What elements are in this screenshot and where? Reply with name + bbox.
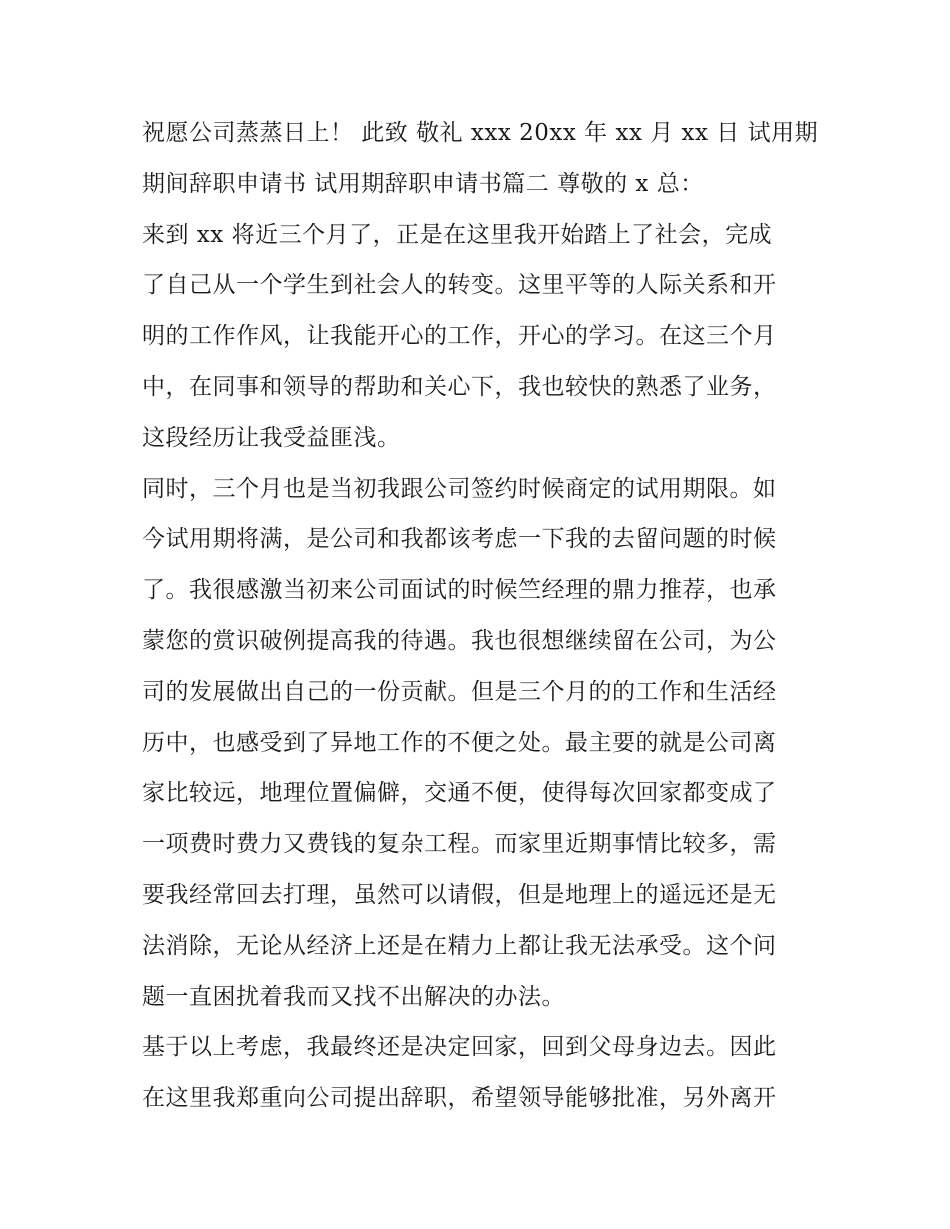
text-line: 了自己从一个学生到社会人的转变。这里平等的人际关系和开 [142, 272, 777, 299]
text-line: 明的工作作风，让我能开心的工作，开心的学习。在这三个月 [142, 323, 777, 350]
text-line: 司的发展做出自己的一份贡献。但是三个月的的工作和生活经 [142, 678, 777, 705]
text-line: 家比较远，地理位置偏僻，交通不便，使得每次回家都变成了 [142, 780, 777, 807]
text-line: 今试用期将满，是公司和我都该考虑一下我的去留问题的时候 [142, 526, 777, 553]
text-line: 期间辞职申请书 试用期辞职申请书篇二 尊敬的 x 总： [142, 170, 704, 197]
text-line: 祝愿公司蒸蒸日上！ 此致 敬礼 xxx 20xx 年 xx 月 xx 日 试用期 [142, 120, 819, 146]
text-line: 一项费时费力又费钱的复杂工程。而家里近期事情比较多，需 [142, 831, 777, 858]
text-line: 同时，三个月也是当初我跟公司签约时候商定的试用期限。如 [142, 475, 777, 502]
text-line: 了。我很感激当初来公司面试的时候竺经理的鼎力推荐，也承 [142, 577, 777, 604]
text-line: 中，在同事和领导的帮助和关心下，我也较快的熟悉了业务， [142, 373, 777, 400]
text-line: 法消除，无论从经济上还是在精力上都让我无法承受。这个问 [142, 932, 777, 959]
text-line: 来到 xx 将近三个月了，正是在这里我开始踏上了社会，完成 [142, 221, 773, 248]
text-line: 基于以上考虑，我最终还是决定回家，回到父母身边去。因此 [142, 1034, 777, 1061]
text-line: 在这里我郑重向公司提出辞职，希望领导能够批准，另外离开 [142, 1085, 777, 1112]
text-line: 要我经常回去打理，虽然可以请假，但是地理上的遥远还是无 [142, 881, 777, 908]
text-line: 题一直困扰着我而又找不出解决的办法。 [142, 983, 565, 1010]
document-body [142, 108, 819, 1124]
text-line: 蒙您的赏识破例提高我的待遇。我也很想继续留在公司，为公 [142, 627, 777, 654]
text-line: 这段经历让我受益匪浅。 [142, 424, 401, 451]
text-line: 历中，也感受到了异地工作的不便之处。最主要的就是公司离 [142, 729, 777, 756]
